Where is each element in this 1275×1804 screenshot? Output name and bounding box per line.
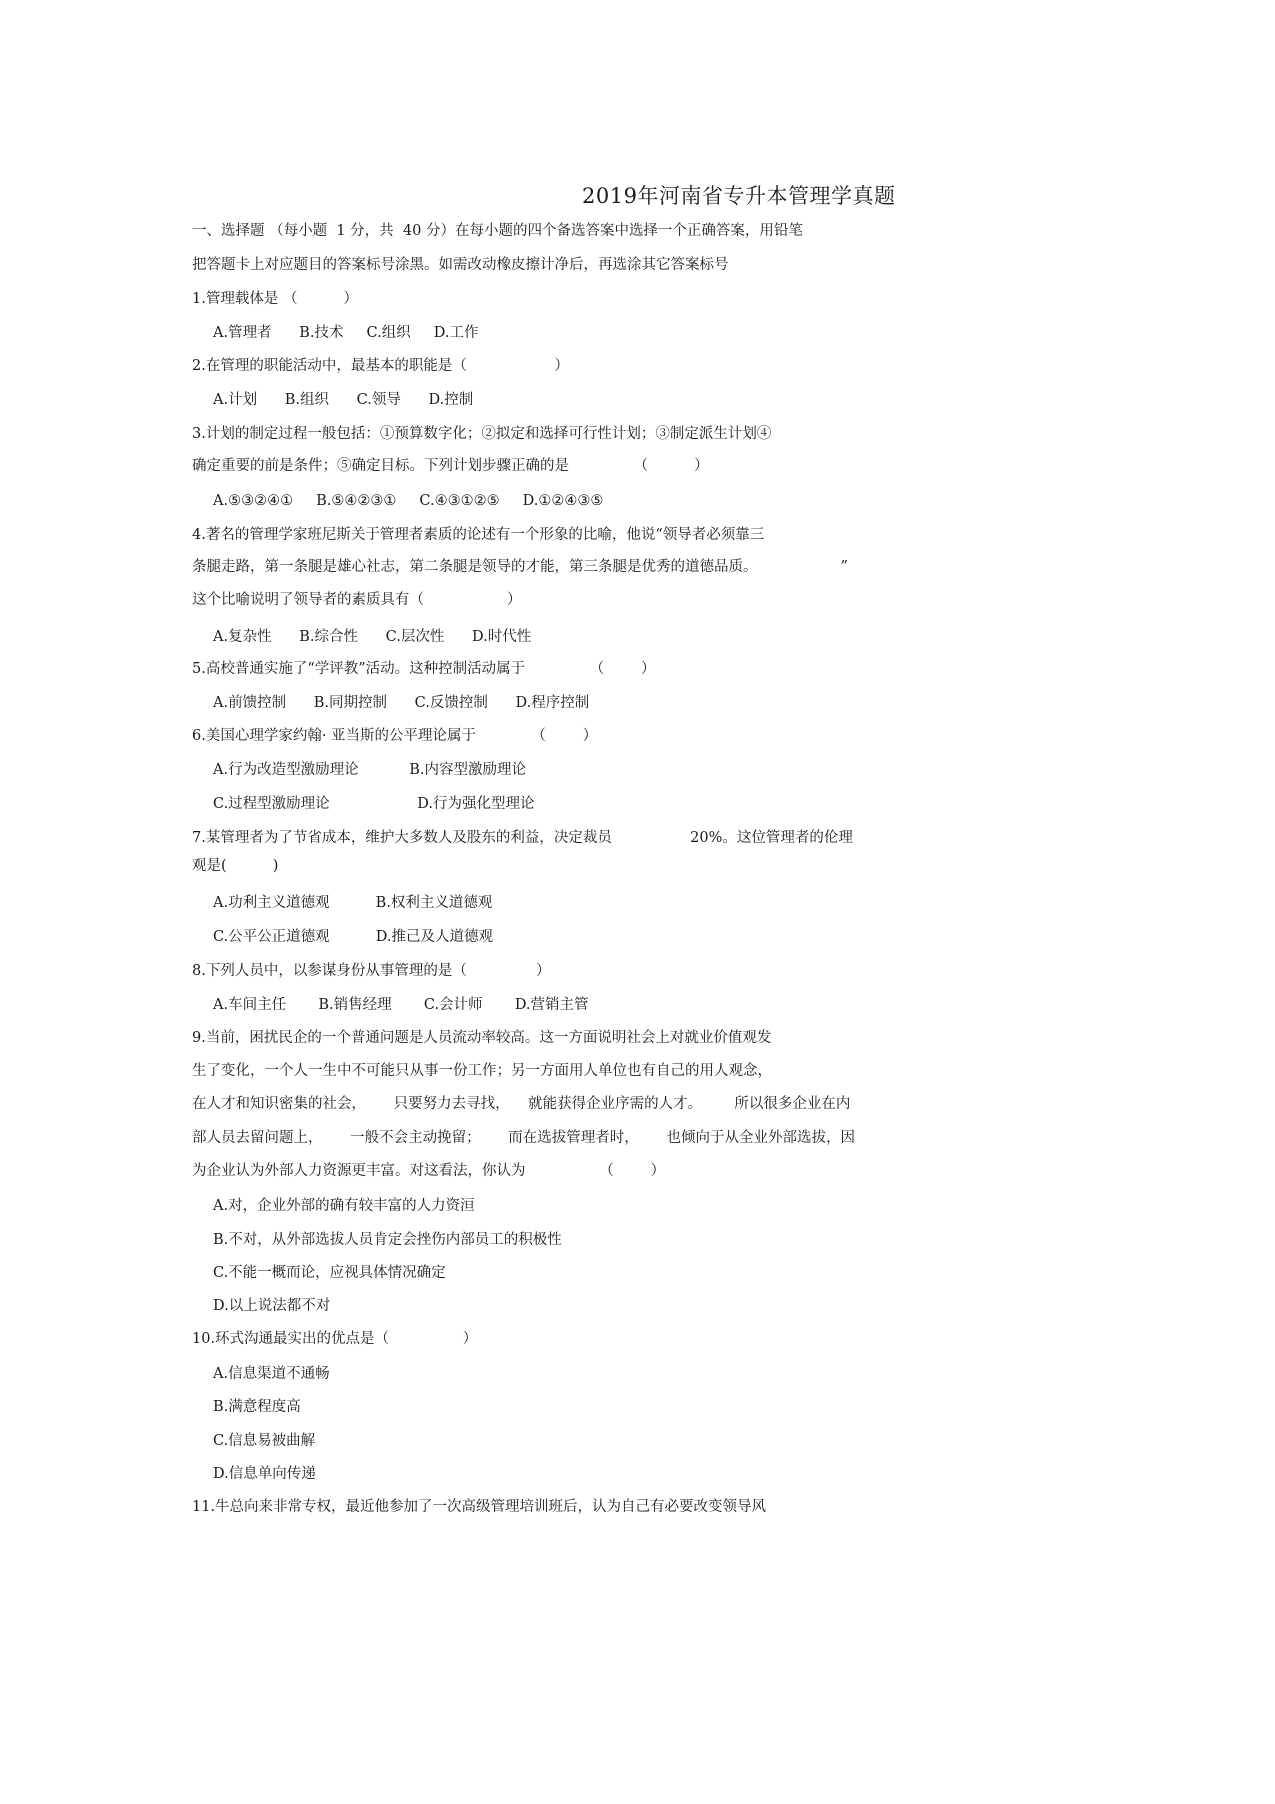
- question-2-options: A.计划 B.组织 C.领导 D.控制: [213, 392, 474, 408]
- section-instructions-line-1: 一、选择题 （每小题 1 分，共 40 分）在每小题的四个备选答案中选择一个正确答案，用铅笔: [192, 223, 803, 239]
- question-10: 10.环式沟通最实出的优点是（ ）: [192, 1331, 478, 1347]
- question-9-option-a: A.对，企业外部的确有较丰富的人力资洹: [213, 1198, 475, 1214]
- question-9-option-b: B.不对，从外部选拔人员肯定会挫伤内部员工的积极性: [213, 1232, 562, 1248]
- question-10-option-c: C.信息易被曲解: [213, 1433, 316, 1449]
- question-7-line-2: 观是( ): [192, 858, 279, 874]
- question-7-options-1: A.功利主义道德观 B.权利主义道德观: [213, 895, 493, 911]
- question-10-option-a: A.信息渠道不通畅: [213, 1366, 330, 1382]
- question-1: 1.管理载体是 （ ）: [192, 291, 359, 307]
- question-6-options-1: A.行为改造型激励理论 B.内容型激励理论: [213, 762, 527, 778]
- question-6-options-2: C.过程型激励理论 D.行为强化型理论: [213, 796, 535, 812]
- question-2: 2.在管理的职能活动中，最基本的职能是（ ）: [192, 358, 569, 374]
- question-10-option-b: B.满意程度高: [213, 1399, 301, 1415]
- question-3-options: A.⑤③②④① B.⑤④②③① C.④③①②⑤ D.①②④③⑤: [213, 493, 604, 509]
- document-title: 2019年河南省专升本管理学真题: [582, 184, 896, 208]
- question-7-options-2: C.公平公正道德观 D.推己及人道德观: [213, 929, 493, 945]
- question-8: 8.下列人员中，以参谋身份从事管理的是（ ）: [192, 963, 551, 979]
- question-5-options: A.前馈控制 B.同期控制 C.反馈控制 D.程序控制: [213, 695, 590, 711]
- question-4-options: A.复杂性 B.综合性 C.层次性 D.时代性: [213, 629, 532, 645]
- question-4-line-3: 这个比喻说明了领导者的素质具有（ ）: [192, 592, 522, 608]
- question-4-line-1: 4.著名的管理学家班尼斯关于管理者素质的论述有一个形象的比喻，他说“领导者必须靠三: [192, 527, 765, 543]
- section-instructions-line-2: 把答题卡上对应题目的答案标号涂黑。如需改动橡皮擦计净后，再选涂其它答案标号: [192, 257, 729, 273]
- question-6: 6.美国心理学家约翰· 亚当斯的公平理论属于 （ ）: [192, 728, 598, 744]
- question-3-line-1: 3.计划的制定过程一般包括：①预算数字化；②拟定和选择可行性计划；③制定派生计划④: [192, 426, 772, 442]
- question-9-line-2: 生了变化，一个人一生中不可能只从事一份工作；另一方面用人单位也有自己的用人观念，: [192, 1063, 772, 1079]
- question-9-line-5: 为企业认为外部人力资源更丰富。对这看法，你认为 （ ）: [192, 1163, 666, 1179]
- question-1-options: A.管理者 B.技术 C.组织 D.工作: [213, 325, 479, 341]
- question-9-line-1: 9.当前，困扰民企的一个普通问题是人员流动率较高。这一方面说明社会上对就业价值观发: [192, 1030, 772, 1046]
- question-8-options: A.车间主任 B.销售经理 C.会计师 D.营销主管: [213, 997, 589, 1013]
- question-4-line-2: 条腿走路，第一条腿是雄心社志，第二条腿是领导的才能，第三条腿是优秀的道德品质。 ”: [192, 559, 848, 575]
- question-9-line-4: 部人员去留问题上， 一般不会主动挽留； 而在选拔管理者时， 也倾向于从全业外部选拔，因: [192, 1130, 855, 1146]
- question-9-line-3: 在人才和知识密集的社会， 只要努力去寻找， 就能获得企业序需的人才。 所以很多企业在内: [192, 1096, 851, 1112]
- question-9-option-d: D.以上说法都不对: [213, 1298, 331, 1314]
- question-11: 11.牛总向来非常专权，最近他参加了一次高级管理培训班后，认为自己有必要改变领导风: [192, 1499, 767, 1515]
- question-3-line-2: 确定重要的前是条件；⑤确定目标。下列计划步骤正确的是 （ ）: [192, 458, 709, 474]
- question-5: 5.高校普通实施了“学评教”活动。这种控制活动属于 （ ）: [192, 661, 656, 677]
- question-7-line-1: 7.某管理者为了节省成本，维护大多数人及股东的利益，决定裁员 20%。这位管理者的伦理: [192, 830, 853, 846]
- question-10-option-d: D.信息单向传递: [213, 1466, 316, 1482]
- question-9-option-c: C.不能一概而论，应视具体情况确定: [213, 1265, 446, 1281]
